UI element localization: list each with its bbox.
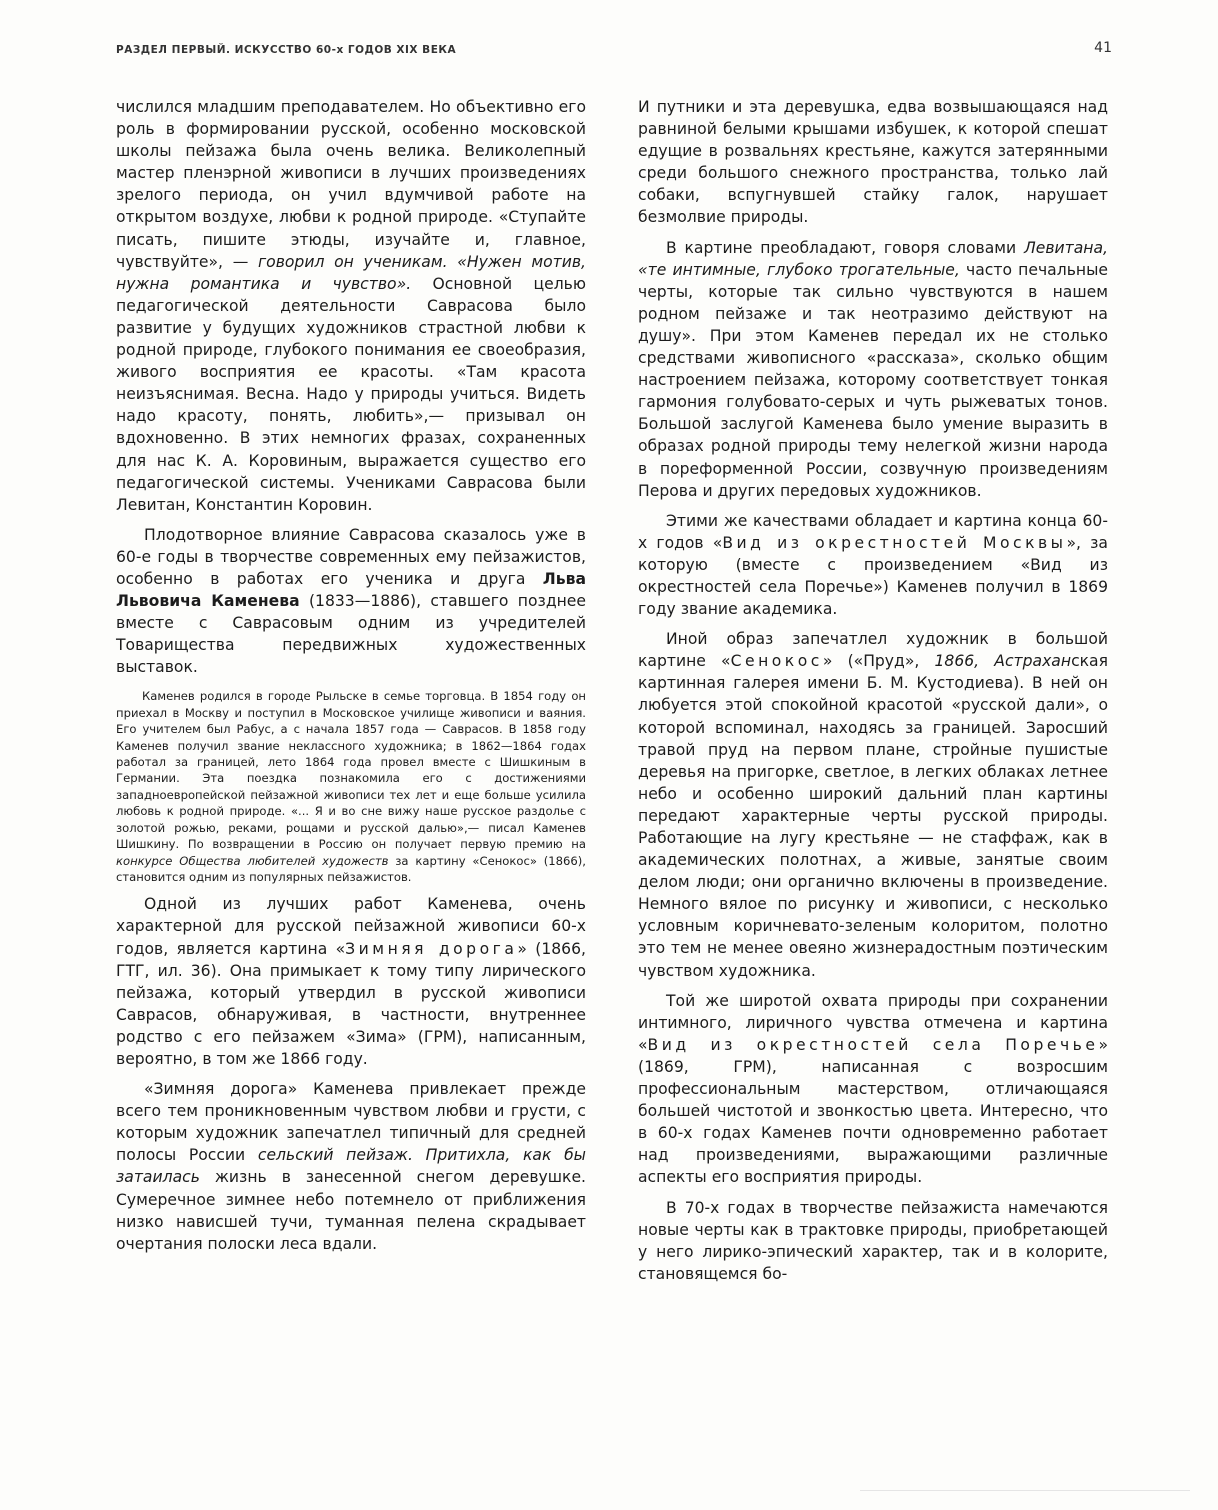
text-run: «Зимняя дорога» Каменева привлекает прежде всего тем проникновенным чувством любви и грусти, с которым художник запечатлел типичный для средней полосы России	[116, 1080, 586, 1165]
italic-run: Левитана, «те интимные, глубоко трогательные,	[638, 238, 1108, 279]
text-run: Плодотворное влияние Саврасова сказалось уже в 60-е годы в творчестве современных ему пейзажистов, особенно в работах его ученика и друга	[116, 525, 586, 588]
text-run: Той же широтой охвата природы при сохранении интимного, лиричного чувства отмечена и картина «	[638, 991, 1108, 1054]
text-run: Этими же качествами обладает и картина конца 60-х годов «	[638, 511, 1108, 552]
paragraph	[116, 96, 586, 516]
text-run: Иной образ запечатлел художник в большой картине «	[638, 630, 1108, 671]
paragraph	[638, 628, 1108, 982]
text-run: за картину «Сенокос» (1866), становится одним из популярных пейзажистов.	[116, 853, 586, 884]
paragraph	[116, 1078, 586, 1255]
text-run: », за которую (вместе с произведением «Вид из окрестностей села Поречье») Каменев получил в 1869 году звание академика.	[638, 533, 1108, 619]
painting-title: Зимняя дорога	[345, 939, 518, 958]
page-number: 41	[1094, 40, 1112, 56]
text-run: ская картинная галерея имени Б. М. Кустодиева). В ней он любуется этой спокойной красотой «русской дали», о которой вспоминал, находясь за границей. Заросший травой пруд на первом плане, стройные пушистые деревья на пригорке, светлое, в легких облаках летнее небо и особенно широкий дальний план картины передают характерные черты русской природы. Работающие на лугу крестьяне — не стаффаж, как в академических полотнах, а живые, занятые своим делом люди; они органично включены в произведение. Немного вялое по рисунку и живописи, с несколько условным коричневато-зеленым колоритом, полотно это тем не менее овеяно жизнерадостным поэтическим чувством художника.	[638, 652, 1108, 980]
running-head: РАЗДЕЛ ПЕРВЫЙ. ИСКУССТВО 60-х ГОДОВ XIX ВЕКА	[116, 44, 457, 56]
paragraph: В 70-х годах в творчестве пейзажиста намечаются новые черты как в трактовке природы, приобретающей у него лирико-эпический характер, так и в колорите, становящемся бо-	[638, 1198, 1108, 1283]
text-run: В картине преобладают, говоря словами	[666, 238, 1024, 257]
bottom-rule	[860, 1490, 1190, 1491]
text-run: Основной целью педагогической деятельности Саврасова было развитие у будущих художников страстной любви к родной природе, глубокого понимания ее своеобразия, живого восприятия ее красоты. «Там красота неизъяснимая. Весна. Надо у природы учиться. Видеть надо красоту, понять, любить»,— призывал он вдохновенно. В этих немногих фразах, сохраненных для нас К. А. Коровиным, выражается существо его педагогической системы. Учениками Саврасова были Левитан, Константин Коровин.	[116, 274, 586, 514]
biographical-note	[116, 688, 586, 885]
paragraph: И путники и эта деревушка, едва возвышающаяся над равниной белыми крышами избушек, к которой спешат едущие в розвальнях крестьяне, кажутся затерянными среди большого снежного пространства, только лай собаки, вспугнувшей стайку галок, нарушает безмолвие природы.	[638, 98, 1108, 227]
paragraph	[638, 990, 1108, 1189]
text-run: » (1866, ГТГ, ил. 36). Она примыкает к тому типу лирического пейзажа, который утвердил в русской живописи Саврасов, обнаруживая, в частности, внутреннее родство с его пейзажем «Зима» (ГРМ), написанным, вероятно, в том же 1866 году.	[116, 939, 586, 1068]
text-run: часто печальные черты, которые так сильно чувствуются в нашем родном пейзаже и так неотразимо действуют на душу». При этом Каменев передал их не столько средствами живописного «рассказа», сколько общим настроением пейзажа, которому соответствует тонкая гармония голубовато-серых и чуть рыжеватых тонов. Большой заслугой Каменева было умение выразить в образах родной природы тему нелегкой жизни народа в пореформенной России, созвучную произведениям Перова и других передовых художников.	[638, 260, 1108, 500]
italic-run: — говорил он ученикам. «Нужен мотив, нужна романтика и чувство».	[116, 252, 586, 293]
painting-title: Сенокос	[730, 652, 823, 671]
italic-run: сельский пейзаж. Притихла, как бы затаилась	[116, 1146, 586, 1187]
painting-title: Вид из окрестностей села Поречье	[647, 1035, 1099, 1054]
italic-run: конкурсе Общества любителей художеств	[116, 853, 389, 868]
text-run: числился младшим преподавателем. Но объективно его роль в формировании русской, особенно московской школы пейзажа была очень велика. Великолепный мастер пленэрной живописи в лучших произведениях зрелого периода, он учил вдумчивой работе на открытом воздухе, любви к родной природе. «Ступайте писать, пишите этюды, изучайте и, главное, чувствуйте»,	[116, 98, 586, 271]
text-run: (1833—1886), ставшего позднее вместе с Саврасовым одним из учредителей Товарищества передвижных художественных выставок.	[116, 592, 586, 677]
paragraph	[116, 893, 586, 1070]
text-run: жизнь в занесенной снегом деревушке. Сумеречное зимнее небо потемнело от приближения низко нависшей тучи, туманная пелена скрадывает очертания полоски леса вдали.	[116, 1168, 586, 1253]
paragraph	[116, 524, 586, 679]
painting-title: Вид из окрестностей Москвы	[722, 533, 1067, 552]
text-run: » («Пруд»,	[822, 652, 935, 671]
right-column	[638, 96, 1108, 1285]
artist-name: Льва Львовича Каменева	[116, 569, 586, 611]
text-run: Одной из лучших работ Каменева, очень характерной для русской пейзажной живописи 60-х годов, является картина «	[116, 895, 586, 958]
left-column	[116, 96, 586, 1255]
paragraph	[638, 510, 1108, 620]
italic-run: 1866, Астрахан	[934, 652, 1072, 671]
text-run: » (1869, ГРМ), написанная с возросшим профессиональным мастерством, отличающаяся большей чистотой и звонкостью цвета. Интересно, что в 60-х годах Каменев почти одновременно работает над произведениями, выражающими различные аспекты его восприятия природы.	[638, 1035, 1108, 1187]
paragraph	[638, 237, 1108, 502]
text-run: Каменев родился в городе Рыльске в семье торговца. В 1854 году он приехал в Москву и поступил в Московское училище живописи и ваяния. Его учителем был Рабус, а с начала 1857 года — Саврасов. В 1858 году Каменев получил звание неклассного художника; в 1862—1864 годах работал за границей, лето 1864 года провел вместе с Шишкиным в Германии. Эта поездка познакомила его с достижениями западноевропейской пейзажной живописи тех лет и еще больше усилила любовь к родной природе. «... Я и во сне вижу наше русское раздолье с золотой рожью, реками, рощами и русской далью»,— писал Каменев Шишкину. По возвращении в Россию он получает первую премию на	[116, 689, 586, 852]
